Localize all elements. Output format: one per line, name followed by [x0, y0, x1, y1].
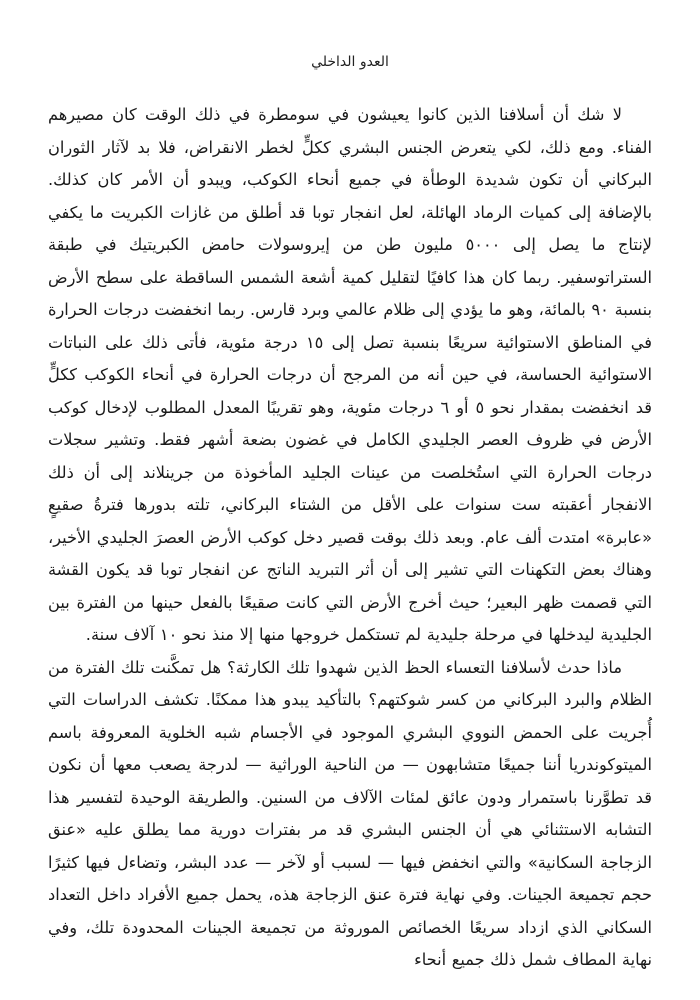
paragraph-2: ماذا حدث لأسلافنا التعساء الحظ الذين شهدوا تلك الكارثة؟ هل تمكَّنت تلك الفترة من الظلام والبرد البركاني من كسر شوكتهم؟ بالتأكيد يبدو هذا ممكنًا. تكشف الدراسات التي أُجريت على الحمض النووي البشري الموجود في الأجسام شبه الخلوية المعروفة باسم الميتوكوندريا أننا جميعًا متشابهون — من الناحية الوراثية — لدرجة يصعب معها أن نكون قد تطوَّرنا باستمرار ودون عائق لمئات الآلاف من السنين. والطريقة الوحيدة لتفسير هذا التشابه الاستثنائي هي أن الجنس البشري قد مر بفترات دورية مما يطلق عليه «عنق الزجاجة السكانية» والتي انخفض فيها — لسبب أو لآخر — عدد البشر، وتضاءل فيها كثيرًا حجم تجميعة الجينات. وفي نهاية فترة عنق الزجاجة هذه، يحمل جميع الأفراد داخل التعداد السكاني الذي ازداد سريعًا الخصائص الموروثة من تجميعة الجينات المحدودة تلك، وفي نهاية المطاف شمل ذلك جميع أنحاء	[48, 657, 652, 969]
running-header: العدو الداخلي	[311, 54, 389, 70]
paragraph-1: لا شك أن أسلافنا الذين كانوا يعيشون في سومطرة في ذلك الوقت كان مصيرهم الفناء. ومع ذلك، لكي يتعرض الجنس البشري ككلٍّ لخطر الانقراض، فلا بد لآثار الثوران البركاني أن تكون شديدة الوطأة في جميع أنحاء الكوكب، ويبدو أن الأمر كان كذلك. بالإضافة إلى كميات الرماد الهائلة، لعل انفجار توبا قد أطلق من غازات الكبريت ما يكفي لإنتاج ما يصل إلى ٥٠٠٠ مليون طن من إيروسولات حامض الكبريتيك في طبقة الستراتوسفير. ربما كان هذا كافيًا لتقليل كمية أشعة الشمس الساقطة على سطح الأرض بنسبة ٩٠ بالمائة، وهو ما يؤدي إلى ظلام عالمي وبرد قارس. ربما انخفضت درجات الحرارة في المناطق الاستوائية سريعًا بنسبة تصل إلى ١٥ درجة مئوية، فأتى ذلك على النباتات الاستوائية الحساسة، في حين أنه من المرجح أن درجات الحرارة في أنحاء الكوكب ككلٍّ قد انخفضت بمقدار نحو ٥ أو ٦ درجات مئوية، وهو تقريبًا المعدل المطلوب لإدخال كوكب الأرض في ظروف العصر الجليدي الكامل في غضون بضعة أشهر فقط. وتشير سجلات درجات الحرارة التي استُخلصت من عينات الجليد المأخوذة من جرينلاند إلى أن ذلك الانفجار أعقبته ست سنوات على الأقل من الشتاء البركاني، تلته بدورها فترةُ صقيعٍ «عابرة» امتدت ألف عام. وبعد ذلك بوقت قصير دخل كوكب الأرض العصرَ الجليدي الأخير، وهناك بعض التكهنات التي تشير إلى أن أثر التبريد الناتج عن انفجار توبا قد يكون القشة التي قصمت ظهر البعير؛ حيث أخرج الأرض التي كانت صقيعًا بالفعل حينها من الفترة بين الجليدية ليدخلها في مرحلة جليدية لم تستكمل خروجها منها إلا منذ نحو ١٠ آلاف سنة.	[48, 105, 652, 644]
body-text	[48, 99, 652, 977]
